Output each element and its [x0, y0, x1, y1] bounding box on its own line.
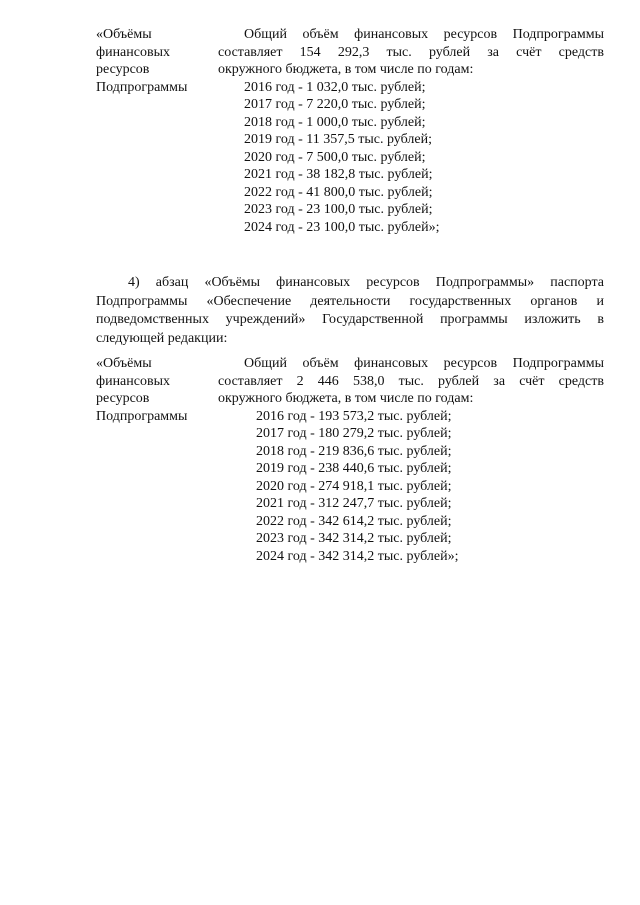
- year-amount: 2022 год - 342 614,2 тыс. рублей;: [256, 513, 452, 529]
- year-amount: 2016 год - 1 032,0 тыс. рублей;: [244, 79, 426, 95]
- intro-line: Общий объём финансовых ресурсов Подпрограммы: [244, 356, 604, 371]
- label-line: Подпрограммы: [96, 408, 188, 424]
- year-amount: 2023 год - 342 314,2 тыс. рублей;: [256, 531, 452, 546]
- label-line: финансовых: [96, 373, 170, 389]
- intro-line: окружного бюджета, в том числе по годам:: [218, 391, 474, 406]
- year-amount: 2016 год - 193 573,2 тыс. рублей;: [256, 408, 452, 424]
- label-line: «Объёмы: [96, 27, 152, 42]
- paragraph-line: следующей редакции:: [96, 330, 228, 346]
- year-amount: 2018 год - 219 836,6 тыс. рублей;: [256, 443, 452, 459]
- year-amount: 2021 год - 312 247,7 тыс. рублей;: [256, 496, 452, 511]
- year-amount: 2023 год - 23 100,0 тыс. рублей;: [244, 202, 433, 217]
- label-line: «Объёмы: [96, 356, 152, 371]
- label-line: финансовых: [96, 44, 170, 60]
- intro-line: составляет 2 446 538,0 тыс. рублей за счёт средств: [218, 373, 604, 389]
- paragraph-line: подведомственных учреждений» Государственной программы изложить в: [96, 312, 604, 327]
- intro-line: Общий объём финансовых ресурсов Подпрограммы: [244, 27, 604, 42]
- funding-block-2: [96, 355, 604, 570]
- funding-label: [96, 26, 216, 96]
- year-amount: 2022 год - 41 800,0 тыс. рублей;: [244, 184, 433, 200]
- intro-line: составляет 154 292,3 тыс. рублей за счёт средств: [218, 44, 604, 60]
- paragraph-line: Подпрограммы «Обеспечение деятельности государственных органов и: [96, 293, 604, 309]
- funding-text: [218, 355, 604, 565]
- year-amount: 2024 год - 342 314,2 тыс. рублей»;: [256, 548, 459, 564]
- label-line: ресурсов: [96, 391, 150, 406]
- year-amount: 2019 год - 238 440,6 тыс. рублей;: [256, 461, 452, 476]
- year-amount: 2024 год - 23 100,0 тыс. рублей»;: [244, 219, 440, 235]
- amendment-paragraph: [96, 274, 604, 348]
- year-amount: 2019 год - 11 357,5 тыс. рублей;: [244, 132, 432, 147]
- label-line: Подпрограммы: [96, 79, 188, 95]
- year-amount: 2021 год - 38 182,8 тыс. рублей;: [244, 167, 433, 182]
- year-amount: 2017 год - 180 279,2 тыс. рублей;: [256, 426, 452, 441]
- funding-text: [218, 26, 604, 236]
- funding-block-1: [96, 26, 604, 266]
- label-line: ресурсов: [96, 62, 150, 77]
- funding-label: [96, 355, 216, 425]
- year-list: [218, 408, 604, 566]
- year-list: [218, 79, 604, 237]
- year-amount: 2020 год - 7 500,0 тыс. рублей;: [244, 149, 426, 165]
- intro-line: окружного бюджета, в том числе по годам:: [218, 62, 474, 77]
- year-amount: 2018 год - 1 000,0 тыс. рублей;: [244, 114, 426, 130]
- paragraph-line: 4) абзац «Объёмы финансовых ресурсов Подпрограммы» паспорта: [128, 275, 604, 290]
- year-amount: 2017 год - 7 220,0 тыс. рублей;: [244, 97, 426, 112]
- year-amount: 2020 год - 274 918,1 тыс. рублей;: [256, 478, 452, 494]
